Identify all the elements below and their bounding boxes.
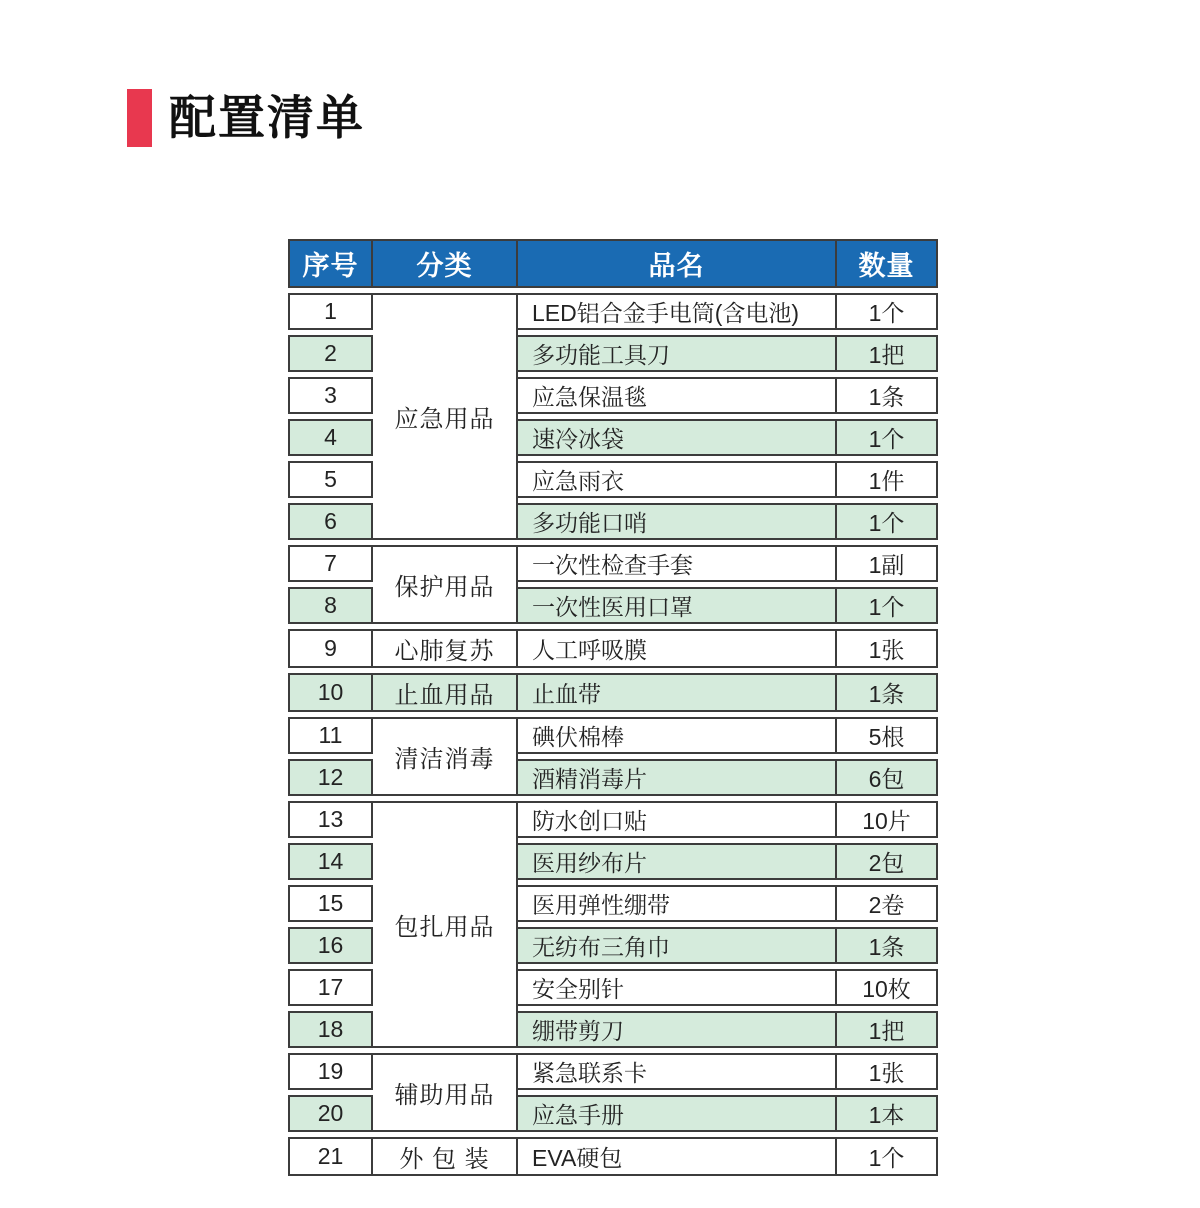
row-number: 20: [288, 1095, 373, 1132]
row-number: 5: [288, 461, 373, 498]
row-number: 9: [288, 629, 373, 668]
item-name: 酒精消毒片: [518, 759, 837, 796]
item-quantity: 1个: [837, 1137, 938, 1176]
item-name: 多功能工具刀: [518, 335, 837, 372]
header-serial-number: 序号: [288, 239, 373, 288]
item-quantity: 1件: [837, 461, 938, 498]
category-cell: 止血用品: [373, 673, 518, 712]
item-name: 应急保温毯: [518, 377, 837, 414]
table-row: [288, 801, 938, 838]
category-cell: 应急用品: [373, 293, 518, 540]
table-row: [288, 293, 938, 330]
item-quantity: 1条: [837, 927, 938, 964]
item-quantity: 1张: [837, 1053, 938, 1090]
item-quantity: 2包: [837, 843, 938, 880]
item-name: 人工呼吸膜: [518, 629, 837, 668]
row-number: 8: [288, 587, 373, 624]
item-name: 一次性医用口罩: [518, 587, 837, 624]
category-cell: 清洁消毒: [373, 717, 518, 796]
table-header: [288, 239, 938, 288]
item-quantity: 1把: [837, 1011, 938, 1048]
row-number: 18: [288, 1011, 373, 1048]
item-name: LED铝合金手电筒(含电池): [518, 293, 837, 330]
item-quantity: 6包: [837, 759, 938, 796]
table-row: [288, 629, 938, 668]
header-row: [288, 239, 938, 288]
row-number: 4: [288, 419, 373, 456]
item-name: 安全别针: [518, 969, 837, 1006]
item-quantity: 5根: [837, 717, 938, 754]
row-number: 14: [288, 843, 373, 880]
item-name: 绷带剪刀: [518, 1011, 837, 1048]
configuration-list-table-wrap: [288, 234, 938, 1181]
item-quantity: 1个: [837, 587, 938, 624]
row-number: 16: [288, 927, 373, 964]
row-number: 11: [288, 717, 373, 754]
category-cell: 辅助用品: [373, 1053, 518, 1132]
item-name: 多功能口哨: [518, 503, 837, 540]
item-name: 碘伏棉棒: [518, 717, 837, 754]
item-quantity: 1本: [837, 1095, 938, 1132]
category-cell: 保护用品: [373, 545, 518, 624]
item-quantity: 1副: [837, 545, 938, 582]
row-number: 7: [288, 545, 373, 582]
item-quantity: 2卷: [837, 885, 938, 922]
item-quantity: 10片: [837, 801, 938, 838]
category-cell: 外 包 装: [373, 1137, 518, 1176]
table-row: [288, 673, 938, 712]
table-row: [288, 1137, 938, 1176]
row-number: 19: [288, 1053, 373, 1090]
row-number: 17: [288, 969, 373, 1006]
item-name: 医用弹性绷带: [518, 885, 837, 922]
row-number: 10: [288, 673, 373, 712]
item-name: 医用纱布片: [518, 843, 837, 880]
page-title: 配置清单: [169, 91, 365, 144]
table-row: [288, 717, 938, 754]
table-row: [288, 545, 938, 582]
item-name: 无纺布三角巾: [518, 927, 837, 964]
item-name: EVA硬包: [518, 1137, 837, 1176]
item-name: 防水创口贴: [518, 801, 837, 838]
items-body: [288, 293, 938, 1176]
item-quantity: 1把: [837, 335, 938, 372]
row-number: 15: [288, 885, 373, 922]
row-number: 13: [288, 801, 373, 838]
item-name: 一次性检查手套: [518, 545, 837, 582]
title-accent-bar: [127, 89, 152, 147]
row-number: 3: [288, 377, 373, 414]
item-name: 速冷冰袋: [518, 419, 837, 456]
item-quantity: 1个: [837, 503, 938, 540]
category-cell: 心肺复苏: [373, 629, 518, 668]
item-quantity: 1张: [837, 629, 938, 668]
item-quantity: 10枚: [837, 969, 938, 1006]
category-cell: 包扎用品: [373, 801, 518, 1048]
item-name: 应急雨衣: [518, 461, 837, 498]
row-number: 1: [288, 293, 373, 330]
header-quantity: 数量: [837, 239, 938, 288]
item-quantity: 1条: [837, 377, 938, 414]
item-name: 止血带: [518, 673, 837, 712]
header-category: 分类: [373, 239, 518, 288]
table-row: [288, 1053, 938, 1090]
row-number: 6: [288, 503, 373, 540]
item-quantity: 1条: [837, 673, 938, 712]
item-name: 紧急联系卡: [518, 1053, 837, 1090]
configuration-list-table: [288, 234, 938, 1181]
page-title-block: [127, 88, 365, 148]
item-quantity: 1个: [837, 293, 938, 330]
item-name: 应急手册: [518, 1095, 837, 1132]
row-number: 12: [288, 759, 373, 796]
item-quantity: 1个: [837, 419, 938, 456]
header-product-name: 品名: [518, 239, 837, 288]
row-number: 2: [288, 335, 373, 372]
row-number: 21: [288, 1137, 373, 1176]
